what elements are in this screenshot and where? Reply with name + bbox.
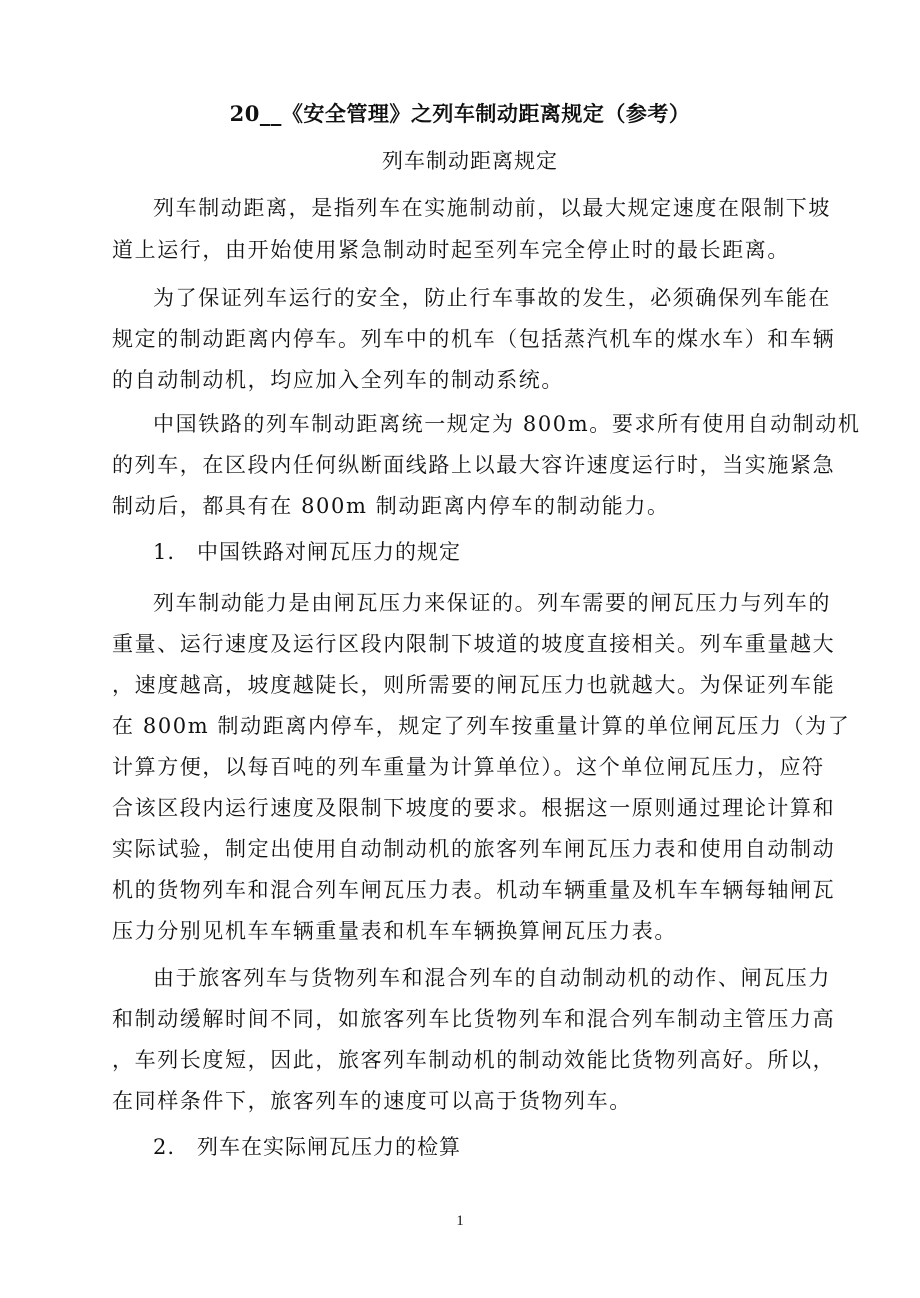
paragraph-3-line-1: 中国铁路的列车制动距离统一规定为 800m。要求所有使用自动制动机 bbox=[153, 412, 861, 436]
paragraph-1-line-1: 列车制动距离，是指列车在实施制动前，以最大规定速度在限制下坡 bbox=[153, 196, 831, 220]
section-heading-2: 2. 列车在实际闸瓦压力的检算 bbox=[153, 1135, 462, 1159]
section-heading-1: 1. 中国铁路对闸瓦压力的规定 bbox=[153, 540, 462, 564]
paragraph-4-line-7: 实际试验，制定出使用自动制动机的旅客列车闸瓦压力表和使用自动制动 bbox=[112, 837, 836, 861]
paragraph-4-line-5: 计算方便，以每百吨的列车重量为计算单位）。这个单位闸瓦压力，应符 bbox=[112, 755, 825, 779]
paragraph-4-line-6: 合该区段内运行速度及限制下坡度的要求。根据这一原则通过理论计算和 bbox=[112, 796, 836, 820]
paragraph-5-line-4: 在同样条件下，旅客列车的速度可以高于货物列车。 bbox=[112, 1089, 632, 1113]
paragraph-4-line-3: ，速度越高，坡度越陡长，则所需要的闸瓦压力也就越大。为保证列车能 bbox=[112, 673, 836, 697]
paragraph-4-line-4: 在 800m 制动距离内停车，规定了列车按重量计算的单位闸瓦压力（为了 bbox=[112, 714, 851, 738]
paragraph-2-line-1: 为了保证列车运行的安全，防止行车事故的发生，必须确保列车能在 bbox=[153, 286, 831, 310]
paragraph-2-line-2: 规定的制动距离内停车。列车中的机车（包括蒸汽机车的煤水车）和车辆 bbox=[112, 327, 836, 351]
paragraph-3-line-3: 制动后，都具有在 800m 制动距离内停车的制动能力。 bbox=[112, 494, 670, 518]
paragraph-5-line-3: ，车列长度短，因此，旅客列车制动机的制动效能比货物列高好。所以， bbox=[112, 1048, 836, 1072]
paragraph-5-line-2: 和制动缓解时间不同，如旅客列车比货物列车和混合列车制动主管压力高 bbox=[112, 1007, 836, 1031]
paragraph-5-line-1: 由于旅客列车与货物列车和混合列车的自动制动机的动作、闸瓦压力 bbox=[153, 966, 831, 990]
document-subtitle: 列车制动距离规定 bbox=[382, 149, 558, 173]
paragraph-4-line-1: 列车制动能力是由闸瓦压力来保证的。列车需要的闸瓦压力与列车的 bbox=[153, 591, 831, 615]
paragraph-1-line-2: 道上运行，由开始使用紧急制动时起至列车完全停止时的最长距离。 bbox=[112, 238, 790, 262]
paragraph-4-line-9: 压力分别见机车车辆重量表和机车车辆换算闸瓦压力表。 bbox=[112, 919, 677, 943]
paragraph-4-line-8: 机的货物列车和混合列车闸瓦压力表。机动车辆重量及机车车辆每轴闸瓦 bbox=[112, 878, 836, 902]
paragraph-3-line-2: 的列车，在区段内任何纵断面线路上以最大容许速度运行时，当实施紧急 bbox=[112, 453, 836, 477]
page-number: 1 bbox=[456, 1213, 464, 1229]
paragraph-4-line-2: 重量、运行速度及运行区段内限制下坡道的坡度直接相关。列车重量越大 bbox=[112, 632, 836, 656]
paragraph-2-line-3: 的自动制动机，均应加入全列车的制动系统。 bbox=[112, 368, 564, 392]
document-title: 20__《安全管理》之列车制动距离规定（参考） bbox=[229, 101, 691, 126]
